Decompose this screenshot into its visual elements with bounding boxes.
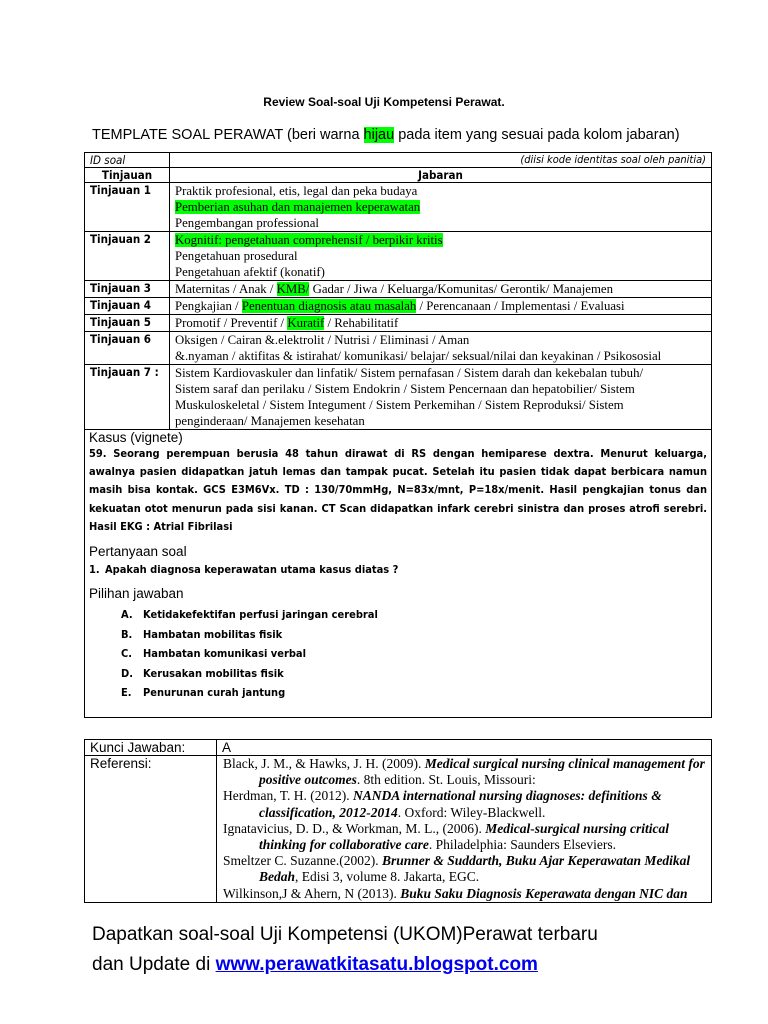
jabaran-text: / Rehabilitatif <box>324 316 399 330</box>
jabaran-text: Pengetahuan prosedural <box>175 249 298 263</box>
tinjauan-row <box>85 183 712 232</box>
question-text: Apakah diagnosa keperawatan utama kasus diatas ? <box>105 563 399 577</box>
option-letter: B. <box>121 627 133 641</box>
jabaran-highlight: Pemberian asuhan dan manajemen keperawatan <box>175 200 421 214</box>
reference-publisher: , Edisi 3, volume 8. Jakarta, EGC. <box>295 869 480 885</box>
jabaran-text: Gadar / Jiwa / Keluarga/Komunitas/ Gerontik/ Manajemen <box>309 282 613 296</box>
reference-title: Brunner & Suddarth, Buku Ajar Keperawatan Medikal Bedah <box>259 853 691 885</box>
jabaran-text: Muskuloskeletal / Sistem Integument / Sistem Perkemihan / Sistem Reproduksi/ Sistem <box>175 398 624 412</box>
jabaran-cell <box>170 281 712 298</box>
option-text: Hambatan komunikasi verbal <box>143 647 306 661</box>
jabaran-text: Pengkajian / <box>175 299 242 313</box>
jabaran-cell <box>170 315 712 332</box>
reference-publisher: . Oxford: Wiley-Blackwell. <box>397 804 546 820</box>
subtitle-text-before: TEMPLATE SOAL PERAWAT (beri warna <box>92 127 364 143</box>
reference-title: Buku Saku Diagnosis Keperawata dengan NIC dan <box>400 885 688 901</box>
jabaran-cell <box>170 183 712 232</box>
kasus-text: 59. Seorang perempuan berusia 48 tahun dirawat di RS dengan hemiparese dextra. Menurut keluarga, awalnya pasien didapatkan jatuh lemas dan tampak pucat. Setelah itu pasien tidak dapat berbicara namun masih bisa kontak. GCS E3M6Vx. TD : 130/70mmHg, N=83x/mnt, P=18x/menit. Hasil pengkajian tonus dan kekuatan otot menurun pada sisi kanan. CT Scan didapatkan infark cerebri sinistra dan proses atrofi serebri. Hasil EKG : Atrial Fibrilasi <box>89 447 707 533</box>
tinjauan-row <box>85 315 712 332</box>
footer-text: Dapatkan soal-soal Uji Kompetensi (UKOM)Perawat terbaru <box>92 924 598 945</box>
footer-prefix: dan Update di <box>92 954 216 975</box>
jabaran-line <box>175 365 706 381</box>
jabaran-cell <box>170 232 712 281</box>
jabaran-text: Pengembangan professional <box>175 216 319 230</box>
option-letter: E. <box>121 686 132 700</box>
tinjauan-label: Tinjauan 5 <box>85 315 170 332</box>
jabaran-line <box>175 381 706 397</box>
answer-option <box>89 605 707 625</box>
reference-author: Herdman, T. H. (2012). <box>223 788 353 804</box>
reference-item <box>221 853 707 885</box>
id-soal-note: (diisi kode identitas soal oleh panitia) <box>170 153 712 168</box>
option-text: Hambatan mobilitas fisik <box>143 627 283 641</box>
jabaran-highlight: Kuratif <box>287 316 325 330</box>
option-text: Kerusakan mobilitas fisik <box>143 666 284 680</box>
jabaran-text: penginderaan/ Manajemen kesehatan <box>175 414 365 428</box>
answer-option <box>89 683 707 703</box>
tinjauan-row <box>85 281 712 298</box>
tinjauan-row <box>85 332 712 365</box>
jabaran-line <box>175 199 706 215</box>
jabaran-line <box>175 232 706 248</box>
kunci-row <box>85 740 712 756</box>
tinjauan-label: Tinjauan 1 <box>85 183 170 232</box>
tinjauan-label: Tinjauan 2 <box>85 232 170 281</box>
jabaran-highlight: Penentuan diagnosis atau masalah <box>241 299 417 313</box>
subtitle-text-after: pada item yang sesuai pada kolom jabaran) <box>394 127 680 143</box>
jabaran-text: Sistem saraf dan perilaku / Sistem Endokrin / Sistem Pencernaan dan hepatobilier/ Sistem <box>175 382 635 396</box>
jabaran-line <box>175 348 706 364</box>
question <box>89 563 707 576</box>
jabaran-line <box>175 332 706 348</box>
header-tinjauan: Tinjauan <box>85 168 170 183</box>
template-subtitle <box>92 127 680 143</box>
jabaran-text: Pengetahuan afektif (konatif) <box>175 265 325 279</box>
jabaran-cell <box>170 365 712 430</box>
kunci-value: A <box>217 740 712 756</box>
page-title: Review Soal-soal Uji Kompetensi Perawat. <box>263 95 505 109</box>
reference-author: Wilkinson,J & Ahern, N (2013). <box>223 885 401 901</box>
jabaran-line <box>175 183 706 199</box>
option-text: Penurunan curah jantung <box>143 686 286 700</box>
case-cell <box>85 430 712 718</box>
reference-title: NANDA international nursing diagnoses: definitions & classification, 2012-2014 <box>259 788 662 820</box>
jabaran-line <box>175 248 706 264</box>
header-jabaran: Jabaran <box>170 168 712 183</box>
reference-item <box>221 756 707 788</box>
subtitle-highlight: hijau <box>363 127 395 143</box>
case-table <box>84 429 712 718</box>
jabaran-line <box>175 413 706 429</box>
jabaran-cell <box>170 332 712 365</box>
option-letter: D. <box>121 666 133 680</box>
reference-title: Medical surgical nursing clinical management for positive outcomes <box>259 756 705 788</box>
reference-author: Ignatavicius, D. D., & Workman, M. L., (2006). <box>223 820 486 836</box>
jabaran-line <box>175 215 706 231</box>
pilihan-title: Pilihan jawaban <box>89 586 184 602</box>
jabaran-highlight: Kognitif: pengetahuan comprehensif / berpikir kritis <box>175 233 443 247</box>
tinjauan-label: Tinjauan 6 <box>85 332 170 365</box>
tinjauan-row <box>85 298 712 315</box>
blog-link[interactable]: www.perawatkitasatu.blogspot.com <box>215 954 538 975</box>
tinjauan-row <box>85 365 712 430</box>
jabaran-line <box>175 397 706 413</box>
jabaran-text: Oksigen / Cairan &.elektrolit / Nutrisi / Eliminasi / Aman <box>175 333 470 347</box>
referensi-list <box>217 756 712 903</box>
jabaran-line <box>175 281 706 297</box>
jabaran-line <box>175 315 706 331</box>
answer-option <box>89 664 707 684</box>
answer-option <box>89 644 707 664</box>
reference-author: Smeltzer C. Suzanne.(2002). <box>223 853 382 869</box>
reference-item <box>221 886 707 902</box>
tinjauan-label: Tinjauan 3 <box>85 281 170 298</box>
answer-reference-table <box>84 739 712 903</box>
question-number: 1. <box>89 563 100 577</box>
option-text: Ketidakefektifan perfusi jaringan cerebral <box>143 608 378 622</box>
jabaran-cell <box>170 298 712 315</box>
jabaran-highlight: KMB/ <box>276 282 310 296</box>
answer-option <box>89 625 707 645</box>
id-soal-row <box>85 153 712 168</box>
tinjauan-label: Tinjauan 7 : <box>85 365 170 430</box>
jabaran-text: Praktik profesional, etis, legal dan peka budaya <box>175 184 418 198</box>
soal-template-table <box>84 152 712 430</box>
reference-author: Black, J. M., & Hawks, J. H. (2009). <box>223 756 425 771</box>
kasus-title: Kasus (vignete) <box>89 430 183 445</box>
pertanyaan-title: Pertanyaan soal <box>89 544 187 560</box>
jabaran-text: Sistem Kardiovaskuler dan linfatik/ Sistem pernafasan / Sistem darah dan kekebalan tubuh/ <box>175 366 644 380</box>
referensi-label: Referensi: <box>85 756 217 903</box>
tinjauan-label: Tinjauan 4 <box>85 298 170 315</box>
id-soal-label: ID soal <box>85 153 170 168</box>
jabaran-text: &.nyaman / aktifitas & istirahat/ komunikasi/ belajar/ seksual/nilai dan keyakinan / Psikososial <box>175 349 662 363</box>
referensi-row <box>85 756 712 903</box>
reference-title: Medical-surgical nursing critical thinking for collaborative care <box>259 820 670 853</box>
reference-publisher: . Philadelphia: Saunders Elseviers. <box>428 837 616 853</box>
answer-options <box>89 605 707 703</box>
option-letter: C. <box>121 647 133 661</box>
reference-item <box>221 821 707 853</box>
tinjauan-row <box>85 232 712 281</box>
table-header-row <box>85 168 712 183</box>
reference-item <box>221 788 707 820</box>
kunci-label: Kunci Jawaban: <box>85 740 217 756</box>
jabaran-line <box>175 298 706 314</box>
option-letter: A. <box>121 608 133 622</box>
jabaran-text: Promotif / Preventif / <box>175 316 288 330</box>
footer-text-2 <box>92 954 538 976</box>
reference-publisher: . 8th edition. St. Louis, Missouri: <box>356 772 536 788</box>
jabaran-text: / Perencanaan / Implementasi / Evaluasi <box>416 299 625 313</box>
jabaran-line <box>175 264 706 280</box>
jabaran-text: Maternitas / Anak / <box>175 282 277 296</box>
